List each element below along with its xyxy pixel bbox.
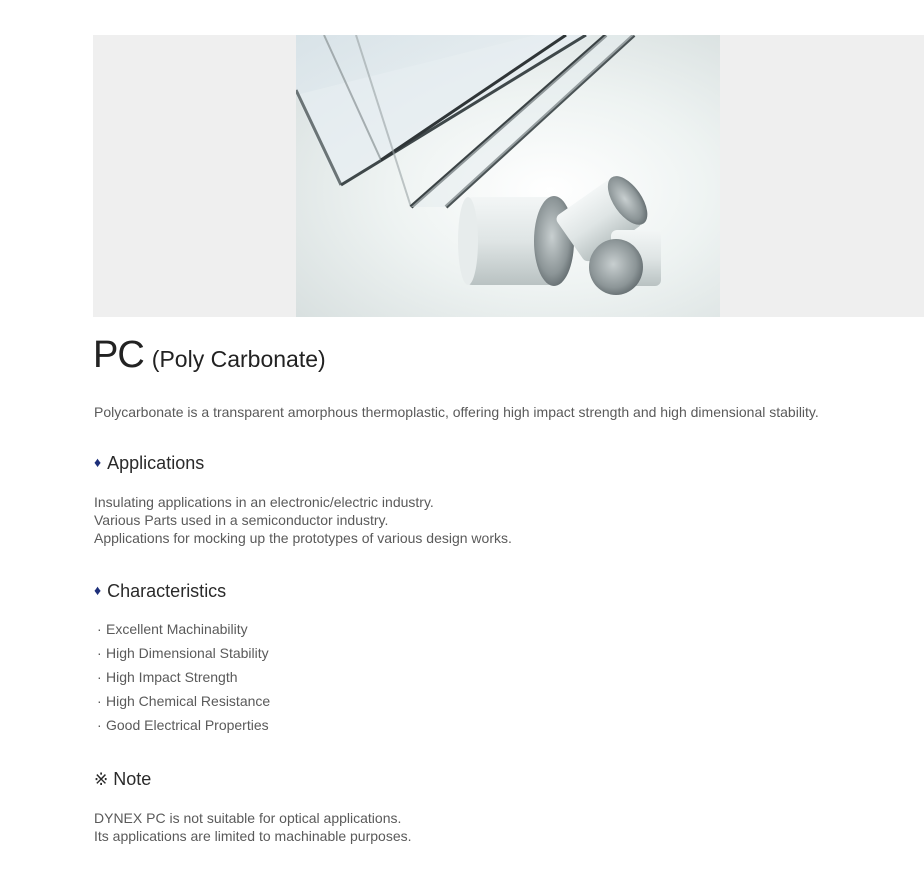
- list-item-text: Excellent Machinability: [106, 621, 248, 637]
- note-list: [94, 809, 412, 845]
- list-item: Insulating applications in an electronic/electric industry.: [94, 494, 434, 510]
- list-item: [97, 689, 270, 713]
- note-heading-label: Note: [113, 769, 152, 789]
- applications-heading: [94, 453, 204, 474]
- list-item: [97, 713, 270, 737]
- list-item-text: High Chemical Resistance: [106, 693, 271, 709]
- bullet-dot-icon: ·: [97, 621, 102, 637]
- hero-banner: [93, 35, 924, 317]
- list-item: Various Parts used in a semiconductor industry.: [94, 512, 389, 528]
- list-item: DYNEX PC is not suitable for optical applications.: [94, 810, 402, 826]
- diamond-icon: ♦: [94, 582, 102, 598]
- bullet-dot-icon: ·: [97, 717, 102, 733]
- list-item: Applications for mocking up the prototypes of various design works.: [94, 530, 512, 546]
- list-item: [97, 617, 270, 641]
- bullet-dot-icon: ·: [97, 669, 102, 685]
- page-title: [93, 334, 326, 377]
- bullet-dot-icon: ·: [97, 645, 102, 661]
- applications-heading-label: Applications: [107, 453, 205, 473]
- note-heading: [94, 769, 151, 790]
- characteristics-list: [97, 617, 270, 737]
- product-description: Polycarbonate is a transparent amorphous thermoplastic, offering high impact strength and high dimensional stability.: [94, 404, 819, 420]
- characteristics-heading-label: Characteristics: [107, 581, 227, 601]
- product-photo: [296, 35, 720, 317]
- list-item: [97, 665, 270, 689]
- characteristics-heading: [94, 581, 226, 602]
- list-item: [97, 641, 270, 665]
- product-full-name: (Poly Carbonate): [151, 346, 326, 372]
- diamond-icon: ♦: [94, 454, 102, 470]
- applications-list: [94, 493, 512, 547]
- list-item: Its applications are limited to machinable purposes.: [94, 828, 412, 844]
- list-item-text: Good Electrical Properties: [106, 717, 269, 733]
- reference-mark-icon: ※: [94, 770, 109, 789]
- bullet-dot-icon: ·: [97, 693, 102, 709]
- product-code: PC: [93, 334, 144, 376]
- list-item-text: High Dimensional Stability: [106, 645, 269, 661]
- list-item-text: High Impact Strength: [106, 669, 238, 685]
